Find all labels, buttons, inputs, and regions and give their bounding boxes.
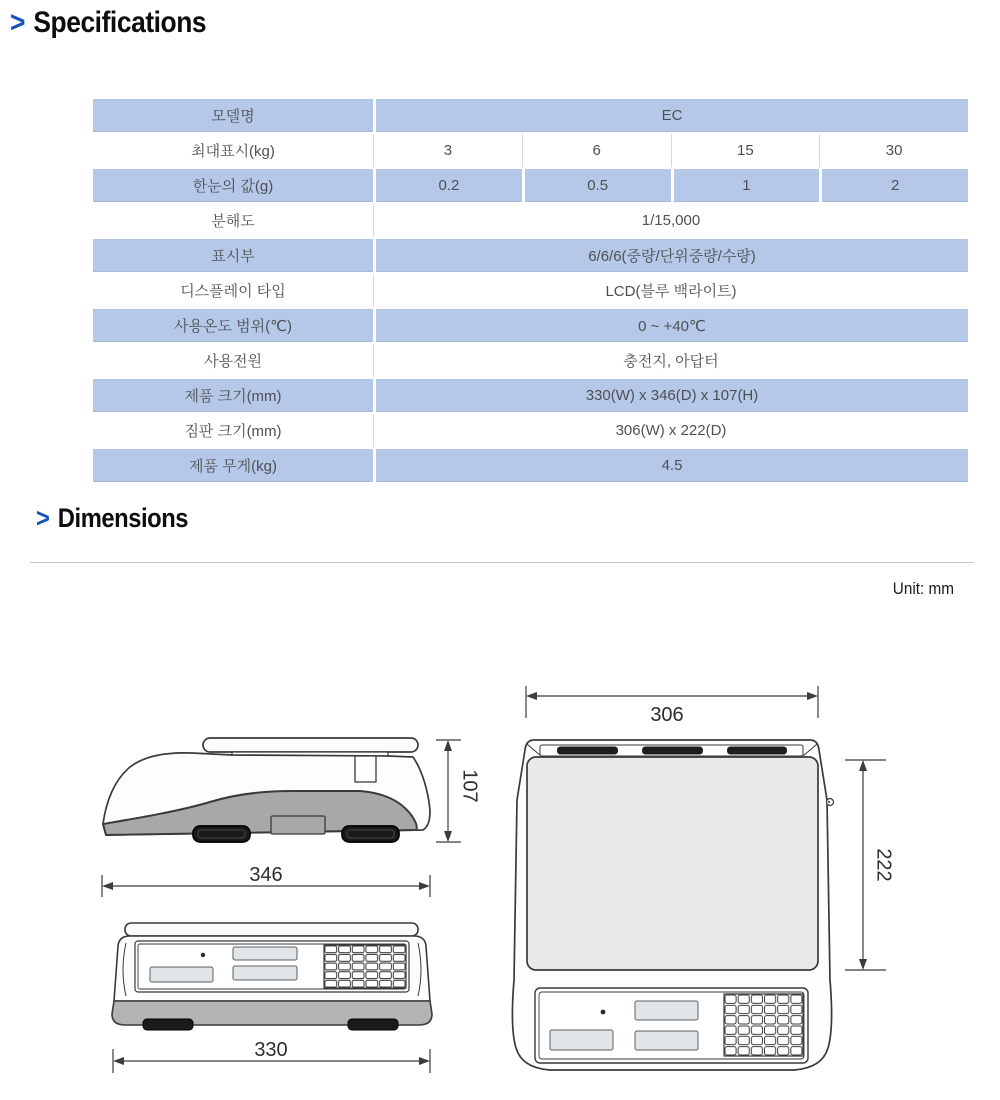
- arrow-right-icon: [419, 1057, 430, 1065]
- keypad-grid: [324, 945, 406, 988]
- spec-label-cell: 제품 무게(kg): [93, 449, 373, 482]
- platter: [203, 738, 418, 752]
- specifications-heading: [10, 6, 233, 40]
- spec-row-graduation: [93, 169, 968, 202]
- dimensions-heading: [36, 503, 209, 534]
- spec-value-cell: LCD(블루 백라이트): [373, 274, 968, 307]
- spec-value-cell: 1: [671, 169, 820, 202]
- spec-value-cell: 0.5: [522, 169, 671, 202]
- foot-right: [342, 826, 399, 842]
- arrow-right-icon: [419, 882, 430, 890]
- spec-value-cell: 30: [819, 134, 968, 167]
- display-window: [550, 1030, 613, 1050]
- arrow-left-icon: [526, 692, 537, 700]
- vent-slot: [557, 747, 618, 755]
- spec-label-cell: 디스플레이 타입: [93, 274, 373, 307]
- spec-label-cell: 표시부: [93, 239, 373, 272]
- platter-width-dimension-label: 306: [650, 704, 684, 726]
- vent-slot: [642, 747, 703, 755]
- height-dimension-line: [436, 740, 461, 842]
- indicator-dot: [601, 1010, 606, 1015]
- spec-label-cell: 분해도: [93, 204, 373, 237]
- spec-row-power: [93, 344, 968, 377]
- spec-row-display-digits: [93, 239, 968, 272]
- spec-value-cell: 3: [373, 134, 522, 167]
- spec-value-cell: 1/15,000: [373, 204, 968, 237]
- front-view-svg: [100, 915, 460, 1080]
- label-plate: [271, 816, 325, 834]
- side-view-svg: [80, 720, 500, 910]
- arrow-up-icon: [859, 760, 867, 771]
- foot-left: [193, 826, 250, 842]
- spec-row-model: [93, 99, 968, 132]
- arrow-left-icon: [113, 1057, 124, 1065]
- spec-value-cell: 330(W) x 346(D) x 107(H): [373, 379, 968, 412]
- foot-left: [143, 1019, 193, 1030]
- keypad-grid: [724, 994, 803, 1056]
- spec-label-cell: 모델명: [93, 99, 373, 132]
- chevron-marker: >: [36, 503, 50, 533]
- spec-row-product-size: [93, 379, 968, 412]
- spec-value-cell: 6: [522, 134, 671, 167]
- height-dimension-label: 107: [458, 769, 481, 803]
- specifications-heading-text: Specifications: [33, 6, 207, 39]
- spec-row-platter-size: [93, 414, 968, 447]
- side-view-drawing: [80, 720, 500, 910]
- spec-value-cell: 306(W) x 222(D): [373, 414, 968, 447]
- foot-right: [348, 1019, 398, 1030]
- display-window: [635, 1001, 698, 1020]
- arrow-left-icon: [102, 882, 113, 890]
- platter: [527, 757, 818, 970]
- spec-row-capacity: [93, 134, 968, 167]
- spec-label-cell: 한눈의 값(g): [93, 169, 373, 202]
- display-window: [233, 966, 297, 980]
- spec-label-cell: 짐판 크기(mm): [93, 414, 373, 447]
- spec-table: [93, 97, 968, 484]
- front-view-drawing: [100, 915, 460, 1080]
- unit-label: Unit: mm: [892, 579, 954, 598]
- arrow-up-icon: [444, 740, 452, 751]
- spec-row-display-type: [93, 274, 968, 307]
- indicator-dot: [201, 953, 205, 957]
- top-view-drawing: [500, 680, 970, 1090]
- spec-value-cell: 0.2: [373, 169, 522, 202]
- section-divider: [30, 562, 974, 563]
- chevron-marker: >: [10, 6, 26, 39]
- spec-label-cell: 제품 크기(mm): [93, 379, 373, 412]
- spec-row-temperature: [93, 309, 968, 342]
- spec-label-cell: 사용전원: [93, 344, 373, 377]
- spec-value-cell: 충전지, 아답터: [373, 344, 968, 377]
- width-dimension-label: 330: [254, 1039, 288, 1061]
- dimensions-heading-text: Dimensions: [57, 503, 189, 533]
- arrow-right-icon: [807, 692, 818, 700]
- spec-value-cell: EC: [373, 99, 968, 132]
- depth-dimension-label: 346: [249, 864, 283, 886]
- spec-value-cell: 4.5: [373, 449, 968, 482]
- spec-value-cell: 6/6/6(중량/단위중량/수량): [373, 239, 968, 272]
- arrow-down-icon: [444, 831, 452, 842]
- spec-label-cell: 최대표시(kg): [93, 134, 373, 167]
- platter-edge: [125, 923, 418, 936]
- spec-value-cell: 15: [671, 134, 820, 167]
- top-view-svg: [500, 680, 970, 1090]
- display-window: [150, 967, 213, 982]
- pole-bracket: [355, 756, 376, 782]
- display-window: [233, 947, 297, 960]
- spec-value-cell: 0 ~ +40℃: [373, 309, 968, 342]
- platter-depth-dimension-label: 222: [872, 848, 895, 882]
- spec-row-weight: [93, 449, 968, 482]
- spec-row-resolution: [93, 204, 968, 237]
- side-knob-dot: [828, 801, 830, 803]
- spec-value-cell: 2: [819, 169, 968, 202]
- spec-label-cell: 사용온도 범위(℃): [93, 309, 373, 342]
- arrow-down-icon: [859, 959, 867, 970]
- display-window: [635, 1031, 698, 1050]
- vent-slot: [727, 747, 787, 755]
